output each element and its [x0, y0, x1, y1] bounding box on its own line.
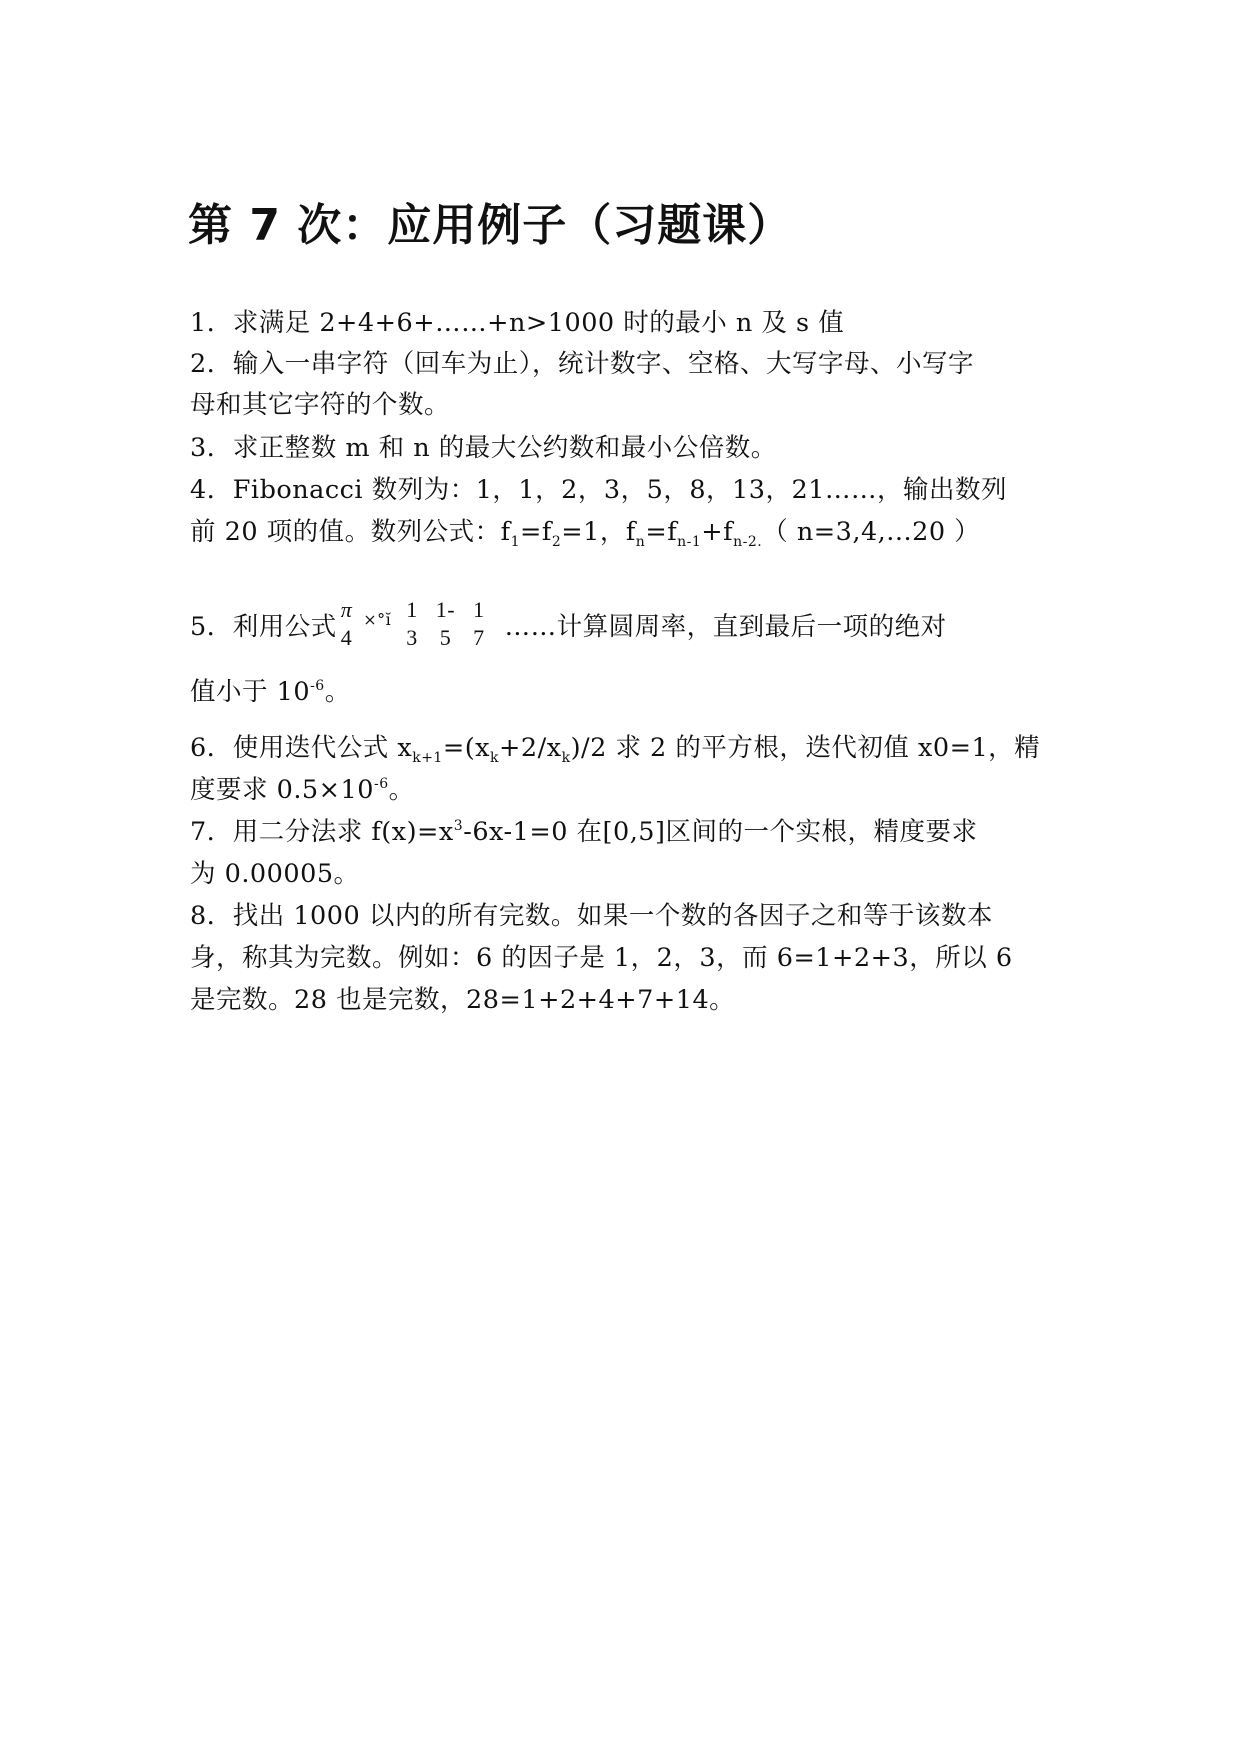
fraction-1-over-7: [473, 596, 485, 652]
text-run: ……计算圆周率，直到最后一项的绝对: [504, 612, 947, 642]
subscript: n-2.: [733, 534, 763, 550]
fraction-denominator: 7: [473, 625, 485, 650]
text-run: =f: [520, 517, 552, 547]
fraction-1-over-3: [406, 596, 418, 652]
garbled-glyphs: ×°ĭ: [363, 610, 392, 629]
question-4-line-1: 4．Fibonacci 数列为：1，1，2，3，5，8，13，21……，输出数列: [190, 475, 1007, 505]
question-2-line-2: 母和其它字符的个数。: [190, 390, 451, 420]
superscript: -6: [310, 678, 325, 694]
fraction-numerator: 1-: [435, 597, 456, 622]
question-3: 3．求正整数 m 和 n 的最大公约数和最小公倍数。: [190, 433, 777, 463]
subscript: 1: [510, 534, 521, 550]
text-run: =f: [645, 517, 678, 547]
question-6-line-2: [190, 770, 415, 814]
fraction-denominator: 5: [439, 625, 452, 650]
text-run: 度要求 0.5×10: [190, 775, 374, 805]
question-6-line-1: [190, 728, 1040, 772]
subscript: k: [490, 750, 500, 766]
question-7-line-2: 为 0.00005。: [190, 859, 360, 889]
subscript: 2: [551, 534, 562, 550]
text-run: +2/x: [499, 733, 562, 763]
question-7-line-1: [190, 812, 977, 856]
text-run: +f: [701, 517, 734, 547]
subscript: n-1: [677, 534, 702, 550]
question-8-line-1: 8．找出 1000 以内的所有完数。如果一个数的各因子之和等于该数本: [190, 901, 993, 931]
text-run: )/2 求 2 的平方根，迭代初值 x0=1，精: [570, 733, 1041, 763]
subscript: k+1: [412, 750, 443, 766]
fraction-denominator: 4: [340, 625, 353, 650]
text-run: =1，f: [561, 517, 636, 547]
text-run: =(x: [442, 733, 491, 763]
superscript: 3: [453, 818, 464, 834]
question-8-line-3: 是完数。28 也是完数，28=1+2+4+7+14。: [190, 985, 736, 1015]
subscript: k: [561, 750, 571, 766]
text-run: 7．用二分法求 f(x)=x: [190, 817, 454, 847]
fraction-numerator: 1: [406, 597, 418, 622]
text-run: 。: [324, 677, 351, 707]
fraction-1-over-5: [436, 596, 455, 652]
fraction-pi-over-4: [341, 596, 353, 652]
fraction-numerator: 1: [473, 597, 485, 622]
text-run: -6x-1=0 在[0,5]区间的一个实根，精度要求: [463, 817, 978, 847]
text-run: 。: [388, 775, 415, 805]
text-run: 前 20 项的值。数列公式：f: [190, 517, 511, 547]
text-run: 值小于 10: [190, 677, 311, 707]
fraction-numerator: π: [340, 597, 353, 622]
fraction-denominator: 3: [406, 625, 418, 650]
question-2-line-1: 2．输入一串字符（回车为止），统计数字、空格、大写字母、小写字: [190, 349, 974, 379]
text-run: 6．使用迭代公式 x: [190, 733, 413, 763]
subscript: n: [635, 534, 646, 550]
question-1: 1．求满足 2+4+6+……+n>1000 时的最小 n 及 s 值: [190, 308, 845, 338]
question-8-line-2: 身，称其为完数。例如：6 的因子是 1，2，3，而 6=1+2+3，所以 6: [190, 943, 1013, 973]
question-5-line-2: [190, 672, 351, 716]
text-run: 5．利用公式: [190, 612, 337, 642]
question-4-line-2: [190, 512, 980, 556]
text-run: （ n=3,4,...20 ）: [762, 517, 981, 547]
superscript: -6: [373, 776, 389, 792]
page-title: 第 7 次：应用例子（习题课）: [188, 200, 793, 251]
question-5-line-1: [190, 597, 947, 656]
